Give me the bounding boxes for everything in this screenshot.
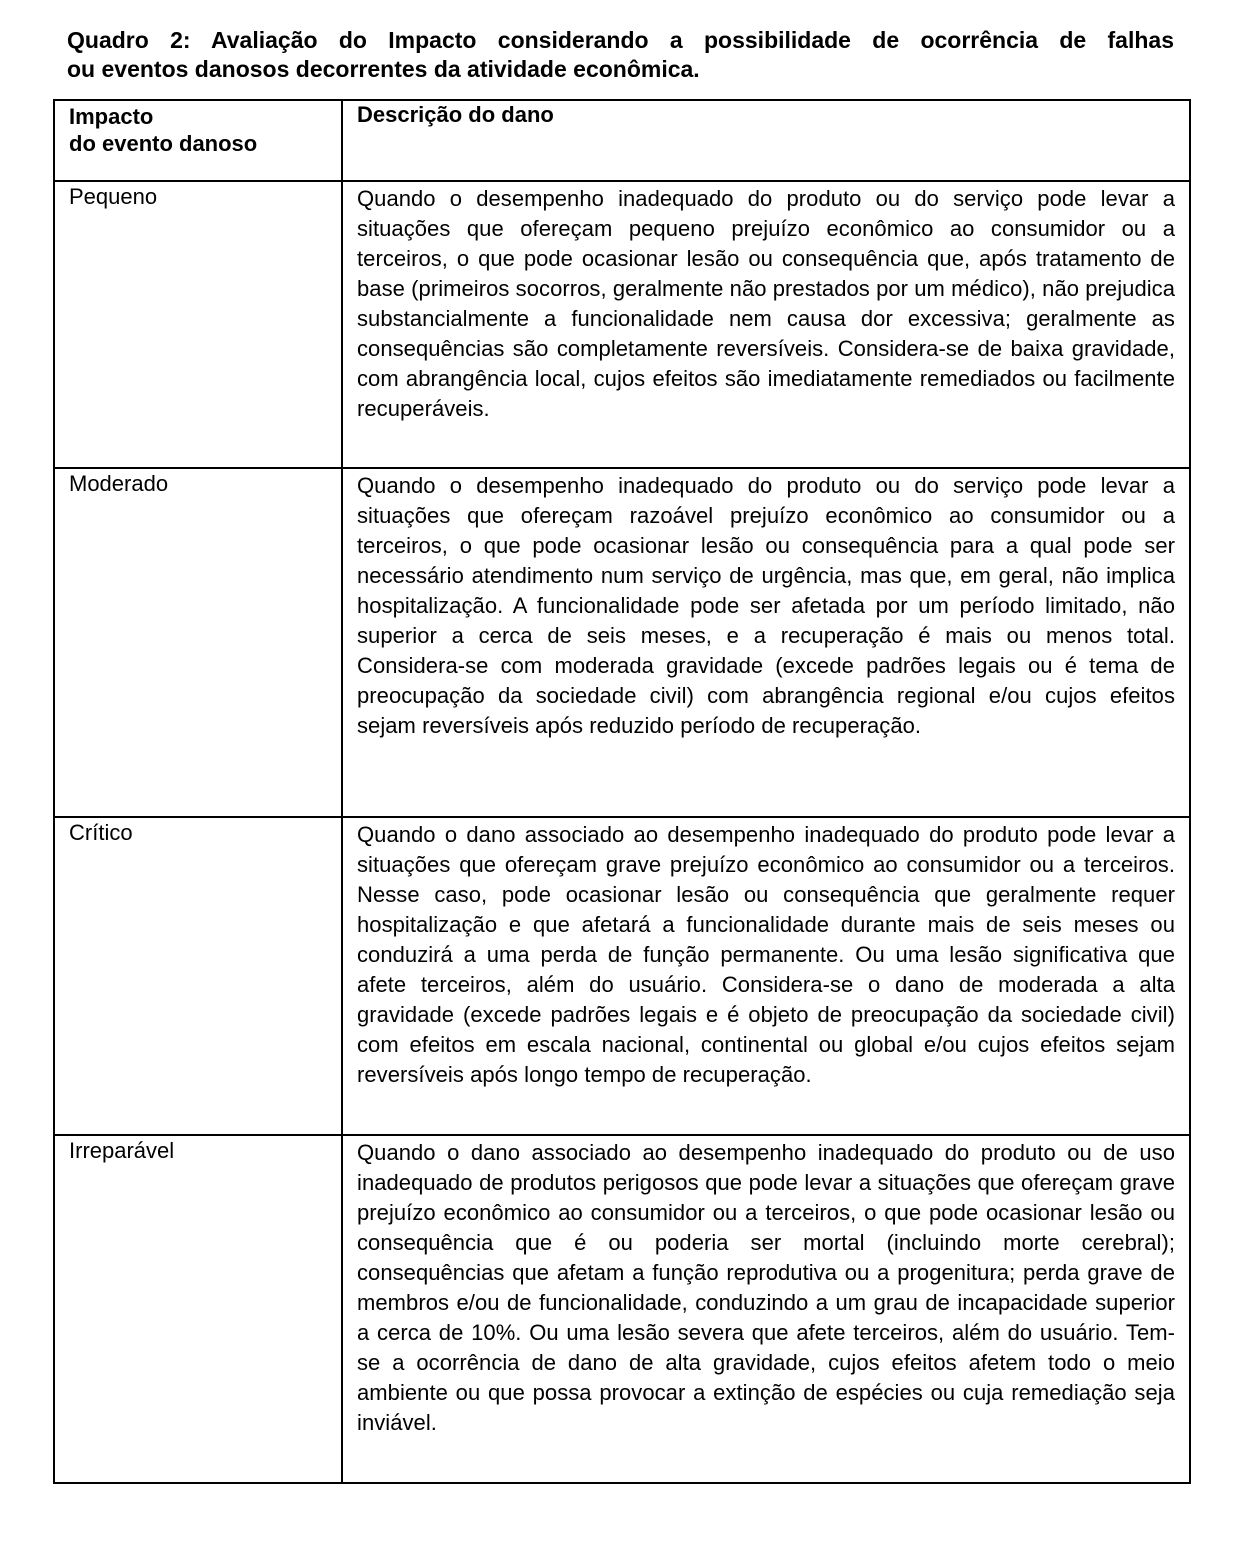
impact-level-cell — [54, 1135, 342, 1483]
caption-line-1: Quadro 2: Avaliação do Impacto considerando a possibilidade de ocorrência de falhas — [67, 27, 1174, 53]
table-row — [54, 1135, 1190, 1483]
impact-level-irreparavel: Irreparável — [69, 1138, 175, 1163]
damage-description-cell — [342, 1135, 1190, 1483]
table-row — [54, 817, 1190, 1135]
impact-level-critico: Crítico — [69, 820, 133, 845]
header-description-label: Descrição do dano — [357, 102, 554, 127]
impact-level-cell — [54, 817, 342, 1135]
table-row — [54, 468, 1190, 817]
table-header-row — [54, 100, 1190, 181]
table-caption — [67, 26, 1174, 84]
caption-line-2: ou eventos danosos decorrentes da atividade econômica. — [67, 56, 700, 82]
impact-assessment-table — [53, 99, 1191, 1484]
table-row — [54, 181, 1190, 468]
damage-description-moderado: Quando o desempenho inadequado do produto ou do serviço pode levar a situações que ofereçam razoável prejuízo econômico ao consumidor ou a terceiros, o que pode ocasionar lesão ou consequência para a qual pode ser necessário atendimento num serviço de urgência, mas que, em geral, não implica hospitalização. A funcionalidade pode ser afetada por um período limitado, não superior a cerca de seis meses, e a recuperação é mais ou menos total. Considera-se com moderada gravidade (excede padrões legais ou é tema de preocupação da sociedade civil) com abrangência regional e/ou cujos efeitos sejam reversíveis após reduzido período de recuperação. — [357, 473, 1175, 738]
damage-description-cell — [342, 817, 1190, 1135]
header-impact-line-1: Impacto — [69, 104, 154, 129]
impact-level-cell — [54, 468, 342, 817]
impact-level-pequeno: Pequeno — [69, 184, 158, 209]
damage-description-irreparavel: Quando o dano associado ao desempenho inadequado do produto ou de uso inadequado de produtos perigosos que pode levar a situações que ofereçam grave prejuízo econômico ao consumidor ou a terceiros, o que pode ocasionar lesão ou consequência que é ou poderia ser mortal (incluindo morte cerebral); consequências que afetam a função reprodutiva ou a progenitura; perda grave de membros e/ou de funcionalidade, conduzindo a um grau de incapacidade superior a cerca de 10%. Ou uma lesão severa que afete terceiros, além do usuário. Tem-se a ocorrência de dano de alta gravidade, cujos efeitos afetem todo o meio ambiente ou que possa provocar a extinção de espécies ou cuja remediação seja inviável. — [357, 1140, 1175, 1435]
header-impact — [54, 100, 342, 181]
damage-description-cell — [342, 468, 1190, 817]
header-description — [342, 100, 1190, 181]
damage-description-pequeno: Quando o desempenho inadequado do produto ou do serviço pode levar a situações que ofereçam pequeno prejuízo econômico ao consumidor ou a terceiros, o que pode ocasionar lesão ou consequência que, após tratamento de base (primeiros socorros, geralmente não prestados por um médico), não prejudica substancialmente a funcionalidade nem causa dor excessiva; geralmente as consequências são completamente reversíveis. Considera-se de baixa gravidade, com abrangência local, cujos efeitos são imediatamente remediados ou facilmente recuperáveis. — [357, 186, 1175, 421]
damage-description-critico: Quando o dano associado ao desempenho inadequado do produto pode levar a situações que ofereçam grave prejuízo econômico ao consumidor ou a terceiros. Nesse caso, pode ocasionar lesão ou consequência que geralmente requer hospitalização e que afetará a funcionalidade durante mais de seis meses ou conduzirá a uma perda de função permanente. Ou uma lesão significativa que afete terceiros, além do usuário. Considera-se o dano de moderada a alta gravidade (excede padrões legais e é objeto de preocupação da sociedade civil) com efeitos em escala nacional, continental ou global e/ou cujos efeitos sejam reversíveis após longo tempo de recuperação. — [357, 822, 1175, 1087]
damage-description-cell — [342, 181, 1190, 468]
impact-level-cell — [54, 181, 342, 468]
header-impact-line-2: do evento danoso — [69, 131, 258, 156]
impact-level-moderado: Moderado — [69, 471, 169, 496]
